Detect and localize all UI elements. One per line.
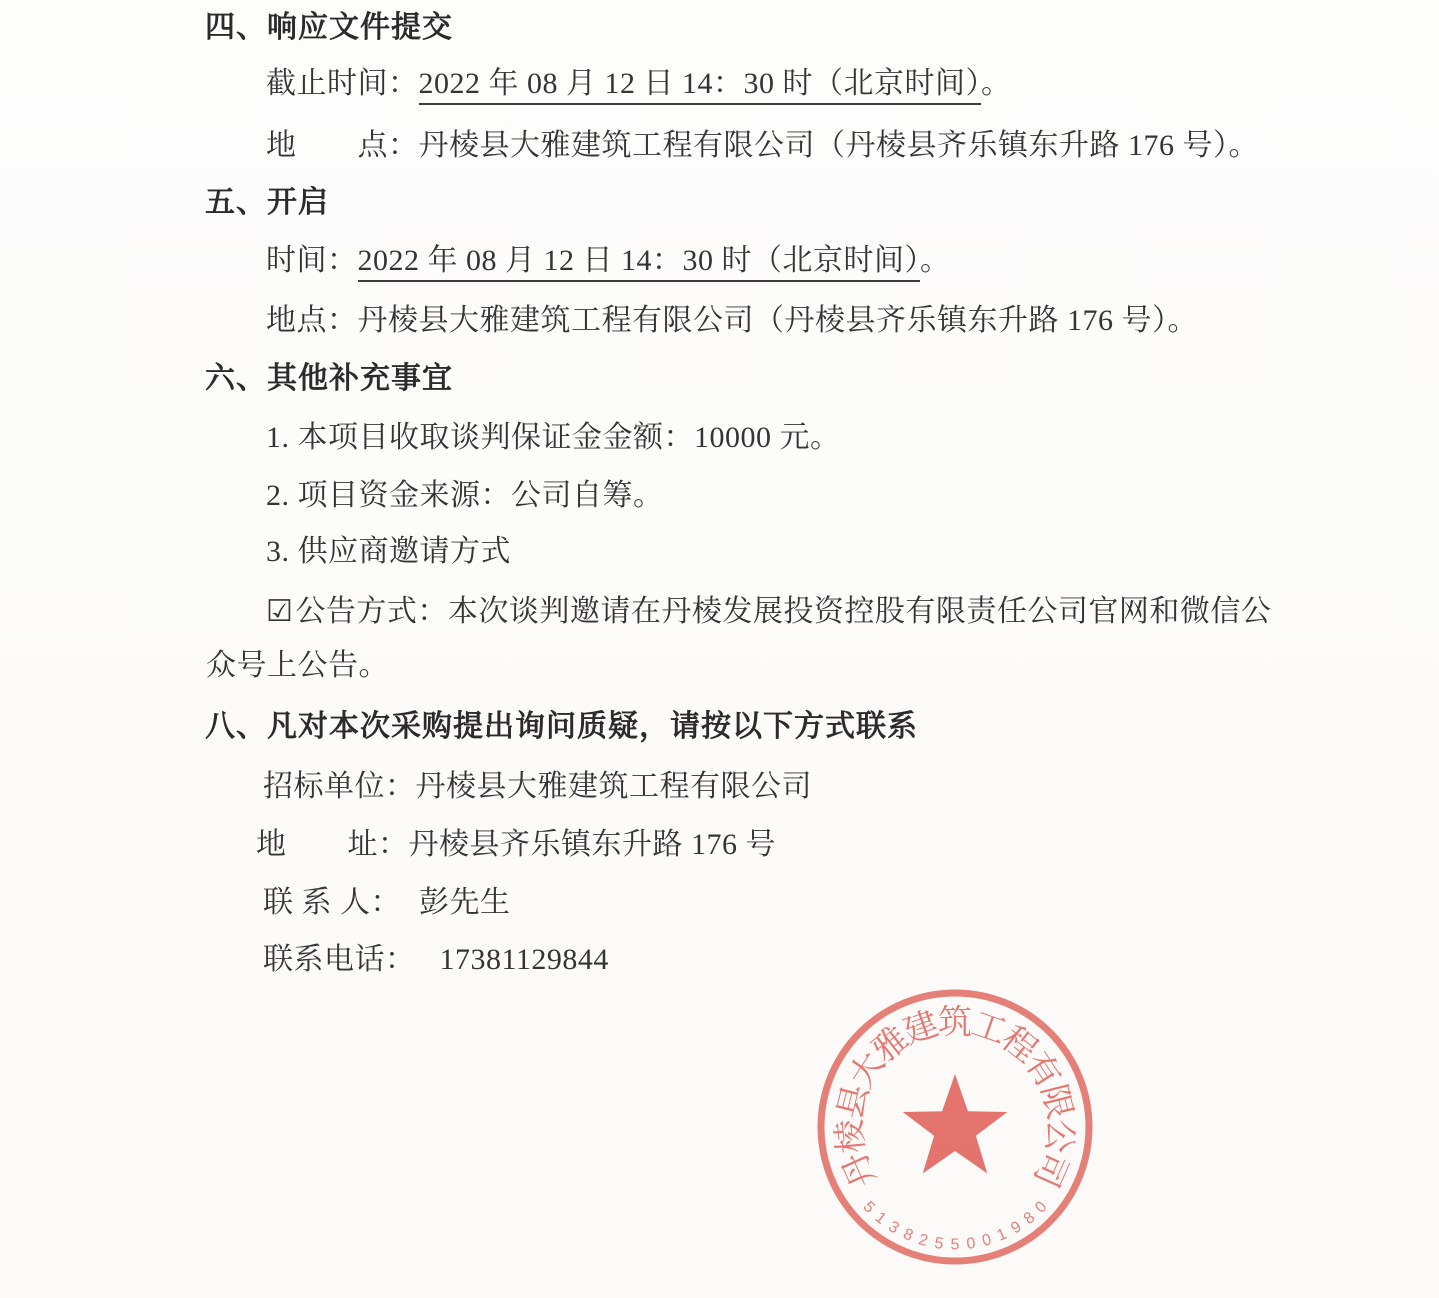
contact-phone-label: 联系电话： [263,943,416,976]
company-seal [805,977,1105,1277]
seal-company-char: 大 [843,1046,893,1095]
seal-company-char: 丹 [836,1146,884,1193]
section-4-heading: 四、响应文件提交 [205,11,453,44]
announce-text: 公告方式：本次谈判邀请在丹棱发展投资控股有限责任公司官网和微信公 [295,595,1272,628]
seal-company-char: 司 [1026,1146,1074,1193]
deadline-label: 截止时间： [266,67,419,100]
seal-number-digit: 2 [916,1231,930,1251]
open-place-value: 丹棱县大雅建筑工程有限公司（丹棱县齐乐镇东升路 176 号）。 [357,304,1198,337]
seal-number-digit: 5 [950,1236,960,1254]
seal-number-digit: 5 [933,1234,945,1253]
seal-company-char: 工 [966,1005,1011,1052]
seal-number-digit: 8 [900,1225,916,1245]
section-5-heading: 五、开启 [205,186,329,219]
open-time-line [266,241,951,281]
seal-number-digit: 5 [859,1198,878,1217]
supplement-item-2: 2. 项目资金来源：公司自筹。 [266,479,664,512]
seal-number-digit: 0 [980,1231,994,1251]
contact-phone-line [263,940,609,980]
seal-number-digit: 8 [1020,1209,1039,1228]
seal-number-digit: 1 [994,1225,1010,1245]
contact-phone-value: 17381129844 [439,943,609,976]
deadline-line [266,64,1012,104]
supplement-item-3: 3. 供应商邀请方式 [266,535,511,568]
submit-place-label: 地 点： [266,129,419,162]
submit-place-line [266,126,1259,166]
section-8-heading: 八、凡对本次采购提出询问质疑，请按以下方式联系 [205,710,918,743]
open-time-suffix: 。 [920,244,951,277]
open-time-label: 时间： [266,244,358,277]
open-time-value: 2022 年 08 月 12 日 14：30 时（北京时间） [358,244,921,282]
seal-company-char: 公 [1038,1117,1079,1155]
contact-org-line [263,767,812,807]
section-6-heading: 六、其他补充事宜 [205,362,453,395]
contact-person-line [263,883,511,923]
seal-number-digit: 0 [965,1234,977,1253]
open-place-line [266,301,1198,341]
seal-company-char: 程 [994,1020,1044,1071]
announce-line [266,592,1271,632]
contact-person-value: 彭先生 [419,886,511,919]
seal-star-icon [903,1074,1008,1174]
seal-number-digit: 3 [885,1218,902,1238]
deadline-value: 2022 年 08 月 12 日 14：30 时（北京时间） [419,67,982,105]
submit-place-value: 丹棱县大雅建筑工程有限公司（丹棱县齐乐镇东升路 176 号）。 [418,129,1259,162]
seal-company-char: 限 [1033,1080,1078,1123]
seal-company-char: 棱 [831,1117,872,1155]
seal-company-char: 筑 [938,1004,972,1042]
contact-address-label: 地 址： [256,828,409,861]
open-place-label: 地点： [266,304,358,337]
supplement-item-1: 1. 本项目收取谈判保证金金额：10000 元。 [266,421,841,454]
seal-company-char: 县 [832,1080,877,1123]
seal-company-char: 有 [1017,1046,1067,1095]
checkbox-checked-icon: ☑ [266,595,294,628]
seal-company-char: 建 [899,1005,944,1052]
seal-number-digit: 9 [1008,1218,1025,1238]
contact-person-label: 联 系 人： [263,886,401,919]
contact-address-line [256,825,776,865]
contact-address-value: 丹棱县齐乐镇东升路 176 号 [408,828,776,861]
seal-company-char: 雅 [866,1020,916,1071]
seal-number-digit: 1 [871,1209,890,1228]
seal-number-digit: 0 [1032,1198,1051,1217]
deadline-suffix: 。 [981,67,1012,100]
contact-org-value: 丹棱县大雅建筑工程有限公司 [415,770,812,803]
contact-org-label: 招标单位： [263,770,416,803]
announce-continuation: 众号上公告。 [206,649,389,682]
